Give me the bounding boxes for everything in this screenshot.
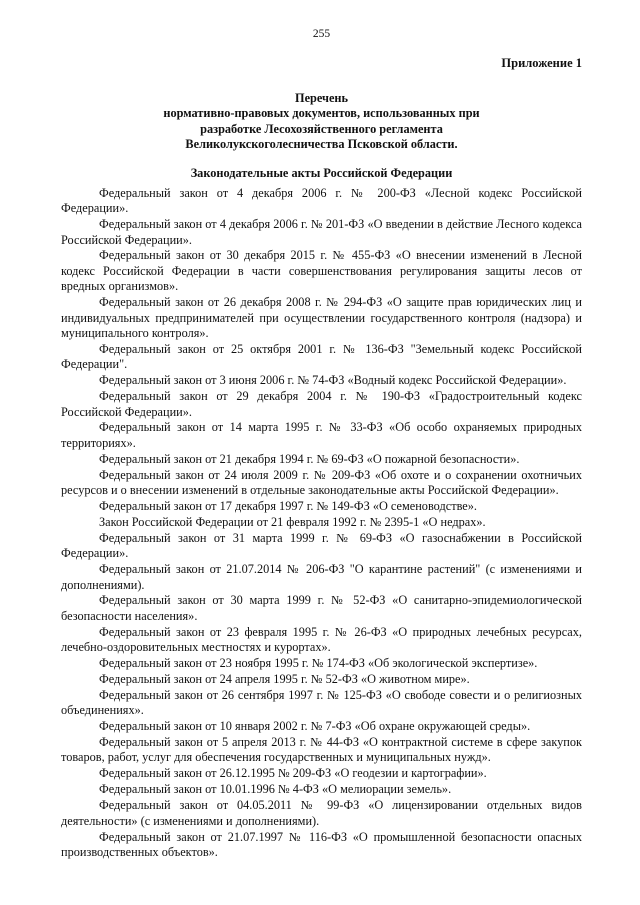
law-entry: Федеральный закон от 26 сентября 1997 г. № 125-ФЗ «О свободе совести и о религиозных объединениях». <box>61 687 582 718</box>
page-number: 255 <box>312 28 331 40</box>
law-entry: Федеральный закон от 14 марта 1995 г. № 33-ФЗ «Об особо охраняемых природных территориях». <box>61 420 582 450</box>
law-entry: Федеральный закон от 17 декабря 1997 г. № 149-ФЗ «О семеноводстве». <box>99 498 477 513</box>
law-entry: Федеральный закон от 26 декабря 2008 г. № 294-ФЗ «О защите прав юридических лиц и индивидуальных предпринимателей при осуществлении государственного контроля (надзора) и муниципального контроля». <box>61 295 582 340</box>
law-entry: Федеральный закон от 23 ноября 1995 г. № 174-ФЗ «Об экологической экспертизе». <box>99 656 538 671</box>
law-entry: Федеральный закон от 30 декабря 2015 г. № 455-ФЗ «О внесении изменений в Лесной кодекс Российской Федерации в части совершенствования регулирования защиты лесов от вредных организмов». <box>61 248 582 294</box>
appendix-label: Приложение 1 <box>501 56 582 71</box>
title-line: Великолукскоголесничества Псковской области. <box>185 137 458 152</box>
title-line: Перечень <box>295 90 348 105</box>
law-entry: Федеральный закон от 4 декабря 2006 г. № 200-ФЗ «Лесной кодекс Российской Федерации». <box>61 185 582 216</box>
law-entry: Федеральный закон от 10 января 2002 г. № 7-ФЗ «Об охране окружающей среды». <box>99 719 531 734</box>
law-entry: Федеральный закон от 26.12.1995 № 209-ФЗ «О геодезии и картографии». <box>99 766 487 781</box>
document-title <box>61 91 582 153</box>
law-entry: Федеральный закон от 21 декабря 1994 г. № 69-ФЗ «О пожарной безопасности». <box>99 451 520 466</box>
law-entry: Федеральный закон от 21.07.2014 № 206-ФЗ "О карантине растений" (с изменениями и дополнениями). <box>61 562 582 592</box>
law-entry: Федеральный закон от 04.05.2011 № 99-ФЗ «О лицензировании отдельных видов деятельности» (с изменениями и дополнениями). <box>61 798 582 828</box>
law-entry: Федеральный закон от 24 июля 2009 г. № 209-ФЗ «Об охоте и о сохранении охотничьих ресурсов и о внесении изменений в отдельные законодательные акты Российской Федерации». <box>61 467 582 498</box>
law-entry: Федеральный закон от 25 октября 2001 г. № 136-ФЗ "Земельный кодекс Российской Федерации". <box>61 341 582 372</box>
law-list <box>61 186 582 860</box>
law-entry: Федеральный закон от 21.07.1997 № 116-ФЗ «О промышленной безопасности опасных производственных объектов». <box>61 829 582 859</box>
law-entry: Федеральный закон от 5 апреля 2013 г. № 44-ФЗ «О контрактной системе в сфере закупок товаров, работ, услуг для обеспечения государственных и муниципальных нужд». <box>61 735 582 765</box>
law-entry: Федеральный закон от 30 марта 1999 г. № 52-ФЗ «О санитарно-эпидемиологической безопасности населения». <box>61 593 582 623</box>
title-line: разработке Лесохозяйственного регламента <box>200 121 443 136</box>
law-entry: Федеральный закон от 3 июня 2006 г. № 74-ФЗ «Водный кодекс Российской Федерации». <box>99 373 567 388</box>
law-entry: Федеральный закон от 23 февраля 1995 г. № 26-ФЗ «О природных лечебных ресурсах, лечебно-оздоровительных местностях и курортах». <box>61 624 582 655</box>
law-entry: Федеральный закон от 10.01.1996 № 4-ФЗ «О мелиорации земель». <box>99 782 452 797</box>
title-line: нормативно-правовых документов, использованных при <box>163 106 480 121</box>
law-entry: Федеральный закон от 24 апреля 1995 г. № 52-ФЗ «О животном мире». <box>99 671 470 686</box>
law-entry: Федеральный закон от 29 декабря 2004 г. № 190-ФЗ «Градостроительный кодекс Российской Федерации». <box>61 389 582 419</box>
section-heading: Законодательные акты Российской Федерации <box>190 166 453 181</box>
law-entry: Федеральный закон от 31 марта 1999 г. № 69-ФЗ «О газоснабжении в Российской Федерации». <box>61 530 582 561</box>
law-entry: Закон Российской Федерации от 21 февраля 1992 г. № 2395-1 «О недрах». <box>99 514 486 529</box>
law-entry: Федеральный закон от 4 декабря 2006 г. № 201-ФЗ «О введении в действие Лесного кодекса Российской Федерации». <box>61 217 582 247</box>
